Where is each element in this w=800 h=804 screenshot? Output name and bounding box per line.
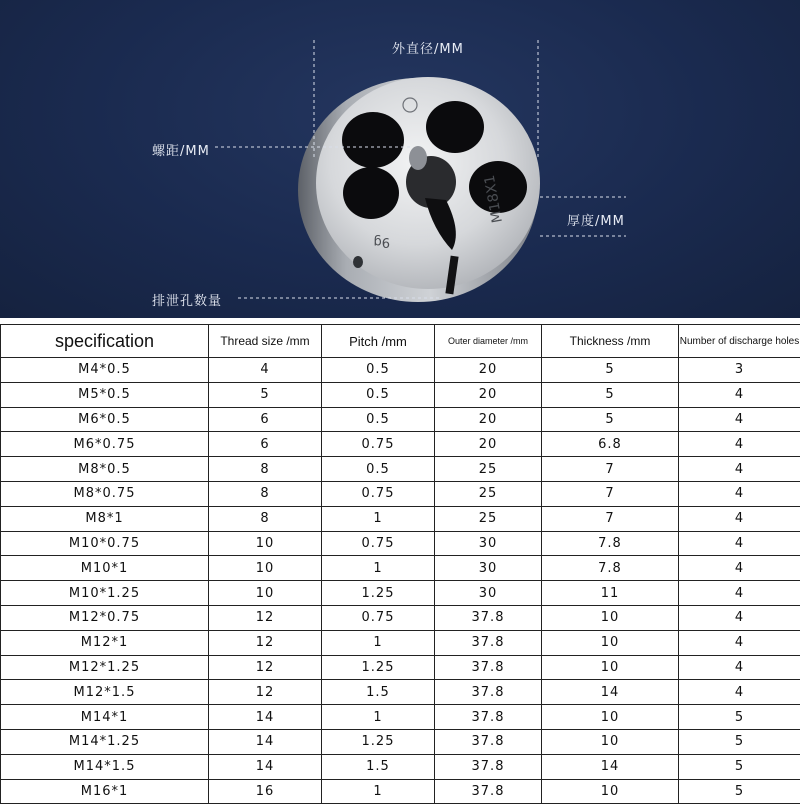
cell-thread: 12 (209, 630, 322, 655)
specification-table (0, 324, 800, 804)
cell-thread: 14 (209, 705, 322, 730)
cell-spec: M8*0.5 (1, 457, 209, 482)
table-row (1, 630, 800, 655)
cell-thickness: 11 (542, 581, 679, 606)
cell-spec: M8*1 (1, 506, 209, 531)
cell-outer: 37.8 (435, 705, 542, 730)
cell-outer: 20 (435, 382, 542, 407)
table-header-row (1, 325, 800, 358)
cell-thread: 14 (209, 729, 322, 754)
table-row (1, 680, 800, 705)
cell-holes: 5 (679, 729, 800, 754)
cell-thread: 4 (209, 358, 322, 383)
discharge-hole (343, 167, 399, 219)
cell-pitch: 0.5 (322, 358, 435, 383)
cell-thread: 5 (209, 382, 322, 407)
cell-thread: 12 (209, 680, 322, 705)
cell-outer: 20 (435, 407, 542, 432)
cell-thread: 12 (209, 655, 322, 680)
cell-spec: M8*0.75 (1, 481, 209, 506)
cell-pitch: 0.5 (322, 407, 435, 432)
cell-outer: 37.8 (435, 680, 542, 705)
cell-pitch: 1.25 (322, 729, 435, 754)
cell-outer: 30 (435, 581, 542, 606)
cell-thread: 10 (209, 556, 322, 581)
cell-outer: 37.8 (435, 729, 542, 754)
header-outer-diameter: Outer diameter /mm (435, 325, 542, 358)
cell-thickness: 6.8 (542, 432, 679, 457)
cell-thread: 8 (209, 506, 322, 531)
cell-thread: 8 (209, 481, 322, 506)
cell-pitch: 0.75 (322, 432, 435, 457)
cell-holes: 4 (679, 581, 800, 606)
header-thickness: Thickness /mm (542, 325, 679, 358)
cell-holes: 4 (679, 407, 800, 432)
cell-pitch: 1 (322, 556, 435, 581)
thickness-label: 厚度/MM (567, 210, 625, 229)
cell-thickness: 14 (542, 680, 679, 705)
cell-thickness: 10 (542, 729, 679, 754)
cell-holes: 4 (679, 655, 800, 680)
cell-spec: M12*0.75 (1, 605, 209, 630)
cell-thread: 10 (209, 581, 322, 606)
cell-thickness: 10 (542, 630, 679, 655)
cell-spec: M12*1.25 (1, 655, 209, 680)
cell-spec: M12*1.5 (1, 680, 209, 705)
cell-spec: M4*0.5 (1, 358, 209, 383)
cell-outer: 37.8 (435, 605, 542, 630)
cell-thread: 8 (209, 457, 322, 482)
cell-thread: 6 (209, 432, 322, 457)
cell-holes: 4 (679, 506, 800, 531)
outer-diameter-label: 外直径/MM (392, 38, 464, 57)
cell-thickness: 5 (542, 407, 679, 432)
cell-outer: 25 (435, 506, 542, 531)
cell-spec: M14*1 (1, 705, 209, 730)
table-row (1, 382, 800, 407)
cell-outer: 20 (435, 358, 542, 383)
header-pitch: Pitch /mm (322, 325, 435, 358)
cell-holes: 4 (679, 630, 800, 655)
cell-outer: 37.8 (435, 630, 542, 655)
cell-thread: 16 (209, 779, 322, 804)
cell-pitch: 1 (322, 506, 435, 531)
table-row (1, 655, 800, 680)
cell-thread: 14 (209, 754, 322, 779)
cell-thickness: 7.8 (542, 531, 679, 556)
cell-outer: 30 (435, 556, 542, 581)
table-row (1, 605, 800, 630)
discharge-hole (426, 101, 484, 153)
cell-pitch: 1.25 (322, 581, 435, 606)
header-thread-size: Thread size /mm (209, 325, 322, 358)
cell-outer: 37.8 (435, 655, 542, 680)
table-row (1, 754, 800, 779)
table-row (1, 481, 800, 506)
cell-spec: M10*1.25 (1, 581, 209, 606)
cell-pitch: 1 (322, 630, 435, 655)
cell-pitch: 0.75 (322, 531, 435, 556)
cell-spec: M12*1 (1, 630, 209, 655)
cell-pitch: 1.5 (322, 680, 435, 705)
cell-spec: M6*0.75 (1, 432, 209, 457)
cell-pitch: 1.25 (322, 655, 435, 680)
cell-holes: 5 (679, 754, 800, 779)
discharge-hole (342, 112, 404, 168)
cell-holes: 5 (679, 705, 800, 730)
table-row (1, 358, 800, 383)
cell-spec: M14*1.25 (1, 729, 209, 754)
cell-holes: 5 (679, 779, 800, 804)
cell-pitch: 1 (322, 705, 435, 730)
cell-holes: 3 (679, 358, 800, 383)
die-marking-size: M18X1 (482, 174, 506, 224)
cell-thread: 12 (209, 605, 322, 630)
cell-thickness: 10 (542, 779, 679, 804)
table-row (1, 457, 800, 482)
cell-pitch: 1 (322, 779, 435, 804)
cell-outer: 25 (435, 457, 542, 482)
cell-thickness: 14 (542, 754, 679, 779)
table-row (1, 729, 800, 754)
cell-pitch: 0.75 (322, 481, 435, 506)
cell-holes: 4 (679, 680, 800, 705)
cell-thickness: 7 (542, 457, 679, 482)
table-row (1, 556, 800, 581)
table-row (1, 779, 800, 804)
cell-outer: 30 (435, 531, 542, 556)
cell-spec: M5*0.5 (1, 382, 209, 407)
table-row (1, 506, 800, 531)
cell-holes: 4 (679, 605, 800, 630)
cell-pitch: 1.5 (322, 754, 435, 779)
cell-spec: M10*1 (1, 556, 209, 581)
cell-thread: 10 (209, 531, 322, 556)
cell-thickness: 7 (542, 506, 679, 531)
cell-spec: M14*1.5 (1, 754, 209, 779)
cell-spec: M16*1 (1, 779, 209, 804)
table-row (1, 705, 800, 730)
cell-thickness: 10 (542, 705, 679, 730)
table-row (1, 581, 800, 606)
cell-holes: 4 (679, 457, 800, 482)
cell-holes: 4 (679, 556, 800, 581)
discharge-holes-label: 排泄孔数量 (152, 290, 222, 309)
table-row (1, 432, 800, 457)
cell-outer: 20 (435, 432, 542, 457)
cell-outer: 25 (435, 481, 542, 506)
cell-holes: 4 (679, 382, 800, 407)
cell-spec: M6*0.5 (1, 407, 209, 432)
cell-pitch: 0.5 (322, 382, 435, 407)
die-marking-grade: 9g (373, 234, 390, 249)
cell-thickness: 7.8 (542, 556, 679, 581)
table-row (1, 407, 800, 432)
cell-pitch: 0.75 (322, 605, 435, 630)
cell-outer: 37.8 (435, 779, 542, 804)
cell-pitch: 0.5 (322, 457, 435, 482)
header-discharge-holes: Number of discharge holes (679, 325, 800, 358)
cell-thread: 6 (209, 407, 322, 432)
cell-holes: 4 (679, 481, 800, 506)
cell-spec: M10*0.75 (1, 531, 209, 556)
cell-thickness: 10 (542, 605, 679, 630)
cell-holes: 4 (679, 432, 800, 457)
pitch-label: 螺距/MM (152, 140, 210, 159)
cell-thickness: 10 (542, 655, 679, 680)
cell-thickness: 5 (542, 358, 679, 383)
cell-outer: 37.8 (435, 754, 542, 779)
table-row (1, 531, 800, 556)
cell-holes: 4 (679, 531, 800, 556)
cell-thickness: 5 (542, 382, 679, 407)
cell-thickness: 7 (542, 481, 679, 506)
header-specification: specification (1, 325, 209, 358)
product-photo (0, 0, 800, 318)
table-body (1, 358, 800, 804)
